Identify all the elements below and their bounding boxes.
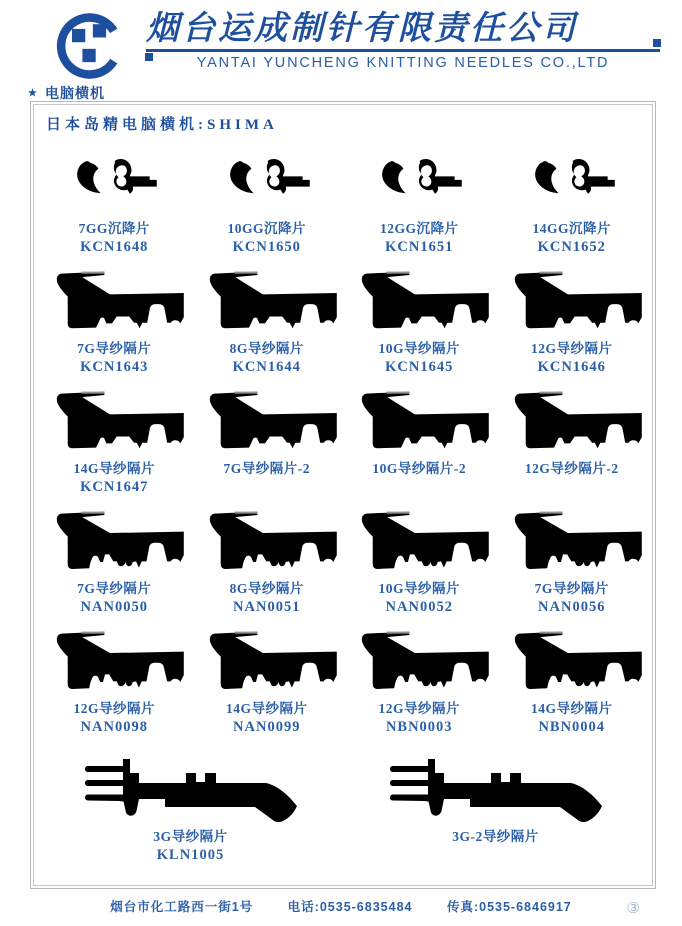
product-name: 7G导纱隔片-2 bbox=[223, 461, 310, 476]
catalog-panel-inner bbox=[33, 104, 653, 886]
product-name: 12G导纱隔片 bbox=[73, 701, 155, 716]
product-name: 14G导纱隔片 bbox=[225, 701, 308, 716]
product-card bbox=[496, 136, 649, 256]
sinker-part-image bbox=[523, 151, 621, 215]
yarn-spacer-part-image bbox=[191, 264, 343, 340]
product-name: 10GG沉降片 bbox=[227, 221, 306, 236]
product-code: KCN1652 bbox=[537, 239, 606, 255]
header-underline bbox=[146, 49, 660, 52]
product-card bbox=[496, 616, 649, 736]
product-code: NAN0052 bbox=[385, 599, 453, 615]
footer-fax: 传真:0535-6846917 bbox=[446, 900, 572, 914]
yarn-spacer-part-image bbox=[191, 624, 343, 700]
product-code: NBN0003 bbox=[385, 719, 453, 735]
yarn-spacer-part-image bbox=[38, 504, 190, 580]
yarn-spacer-part-image bbox=[496, 384, 648, 460]
yarn-spacer-part-image bbox=[38, 624, 190, 700]
product-card bbox=[343, 376, 496, 496]
company-logo-icon bbox=[44, 9, 136, 83]
product-card bbox=[496, 376, 649, 496]
product-row-3 bbox=[38, 376, 648, 496]
product-name: 7GG沉降片 bbox=[78, 221, 150, 236]
header bbox=[40, 6, 664, 88]
product-code: NAN0098 bbox=[80, 719, 148, 735]
product-name: 12G导纱隔片 bbox=[530, 341, 613, 356]
product-card bbox=[343, 136, 496, 256]
product-card bbox=[191, 136, 344, 256]
yarn-spacer-part-image bbox=[38, 264, 190, 340]
product-code: KCN1650 bbox=[232, 239, 301, 255]
product-card bbox=[191, 616, 344, 736]
section-heading bbox=[28, 83, 105, 103]
yarn-spacer-3g-part-image bbox=[376, 751, 616, 826]
product-name: 8G导纱隔片 bbox=[229, 341, 304, 356]
yarn-spacer-part-image bbox=[343, 264, 495, 340]
product-name: 3G-2导纱隔片 bbox=[452, 829, 539, 844]
product-card bbox=[191, 376, 344, 496]
sinker-part-image bbox=[370, 151, 468, 215]
footer-phone: 电话:0535-6835484 bbox=[287, 900, 413, 914]
product-code: NAN0050 bbox=[80, 599, 148, 615]
product-card bbox=[496, 496, 649, 616]
product-code: NBN0004 bbox=[538, 719, 606, 735]
product-name: 10G导纱隔片 bbox=[378, 341, 460, 356]
product-row-5 bbox=[38, 616, 648, 736]
product-card bbox=[343, 736, 648, 864]
product-code: KCN1644 bbox=[232, 359, 301, 375]
yarn-spacer-part-image bbox=[343, 384, 495, 460]
underline-square-left bbox=[145, 53, 153, 61]
product-name: 10G导纱隔片 bbox=[378, 581, 460, 596]
star-bullet-icon: ★ bbox=[28, 88, 38, 99]
product-card bbox=[191, 496, 344, 616]
product-name: 12G导纱隔片 bbox=[378, 701, 460, 716]
sinker-part-image bbox=[218, 151, 316, 215]
product-name: 14G导纱隔片 bbox=[530, 701, 613, 716]
yarn-spacer-part-image bbox=[38, 384, 190, 460]
product-row-4 bbox=[38, 496, 648, 616]
product-code: KCN1645 bbox=[385, 359, 454, 375]
product-name: 7G导纱隔片 bbox=[77, 341, 152, 356]
product-code: KCN1647 bbox=[80, 479, 149, 495]
company-name-chinese: 烟台运成制针有限责任公司 bbox=[146, 8, 578, 47]
product-code: NAN0056 bbox=[538, 599, 606, 615]
product-card bbox=[343, 256, 496, 376]
yarn-spacer-part-image bbox=[496, 504, 648, 580]
product-name: 7G导纱隔片 bbox=[77, 581, 152, 596]
page-number: ③ bbox=[626, 900, 640, 917]
yarn-spacer-part-image bbox=[343, 504, 495, 580]
product-name: 12G导纱隔片-2 bbox=[524, 461, 619, 476]
company-name-english: YANTAI YUNCHENG KNITTING NEEDLES CO.,LTD bbox=[196, 55, 610, 71]
footer-address: 烟台市化工路西一街1号 bbox=[110, 900, 254, 914]
product-card bbox=[38, 736, 343, 864]
product-name: 12GG沉降片 bbox=[379, 221, 459, 236]
product-name: 8G导纱隔片 bbox=[229, 581, 304, 596]
product-card bbox=[38, 256, 191, 376]
product-name: 3G导纱隔片 bbox=[153, 829, 228, 844]
product-card bbox=[38, 376, 191, 496]
section-heading-label: 电脑横机 bbox=[44, 85, 105, 101]
product-name: 7G导纱隔片 bbox=[534, 581, 609, 596]
yarn-spacer-part-image bbox=[191, 504, 343, 580]
product-name: 14G导纱隔片 bbox=[73, 461, 155, 476]
product-name: 14GG沉降片 bbox=[532, 221, 611, 236]
sinker-part-image bbox=[65, 151, 163, 215]
yarn-spacer-part-image bbox=[496, 264, 648, 340]
underline-square-right bbox=[653, 39, 661, 47]
product-code: KCN1648 bbox=[80, 239, 149, 255]
yarn-spacer-3g-part-image bbox=[71, 751, 311, 826]
product-card bbox=[38, 496, 191, 616]
yarn-spacer-part-image bbox=[343, 624, 495, 700]
panel-title: 日本岛精电脑横机:SHIMA bbox=[46, 117, 278, 133]
product-card bbox=[343, 496, 496, 616]
product-card bbox=[38, 616, 191, 736]
product-row-2 bbox=[38, 256, 648, 376]
product-card bbox=[343, 616, 496, 736]
product-card bbox=[496, 256, 649, 376]
product-code: KCN1643 bbox=[80, 359, 149, 375]
product-code: KLN1005 bbox=[156, 847, 225, 863]
product-row-6 bbox=[38, 736, 648, 864]
product-code: NAN0051 bbox=[233, 599, 301, 615]
company-title-block bbox=[146, 8, 660, 71]
product-code: NAN0099 bbox=[233, 719, 301, 735]
footer bbox=[0, 897, 682, 915]
yarn-spacer-part-image bbox=[496, 624, 648, 700]
product-row-1 bbox=[38, 136, 648, 256]
product-card bbox=[191, 256, 344, 376]
product-card bbox=[38, 136, 191, 256]
product-grid bbox=[34, 134, 652, 864]
product-name: 10G导纱隔片-2 bbox=[372, 461, 467, 476]
catalog-panel bbox=[30, 101, 656, 889]
yarn-spacer-part-image bbox=[191, 384, 343, 460]
product-code: KCN1651 bbox=[385, 239, 454, 255]
product-code: KCN1646 bbox=[537, 359, 606, 375]
